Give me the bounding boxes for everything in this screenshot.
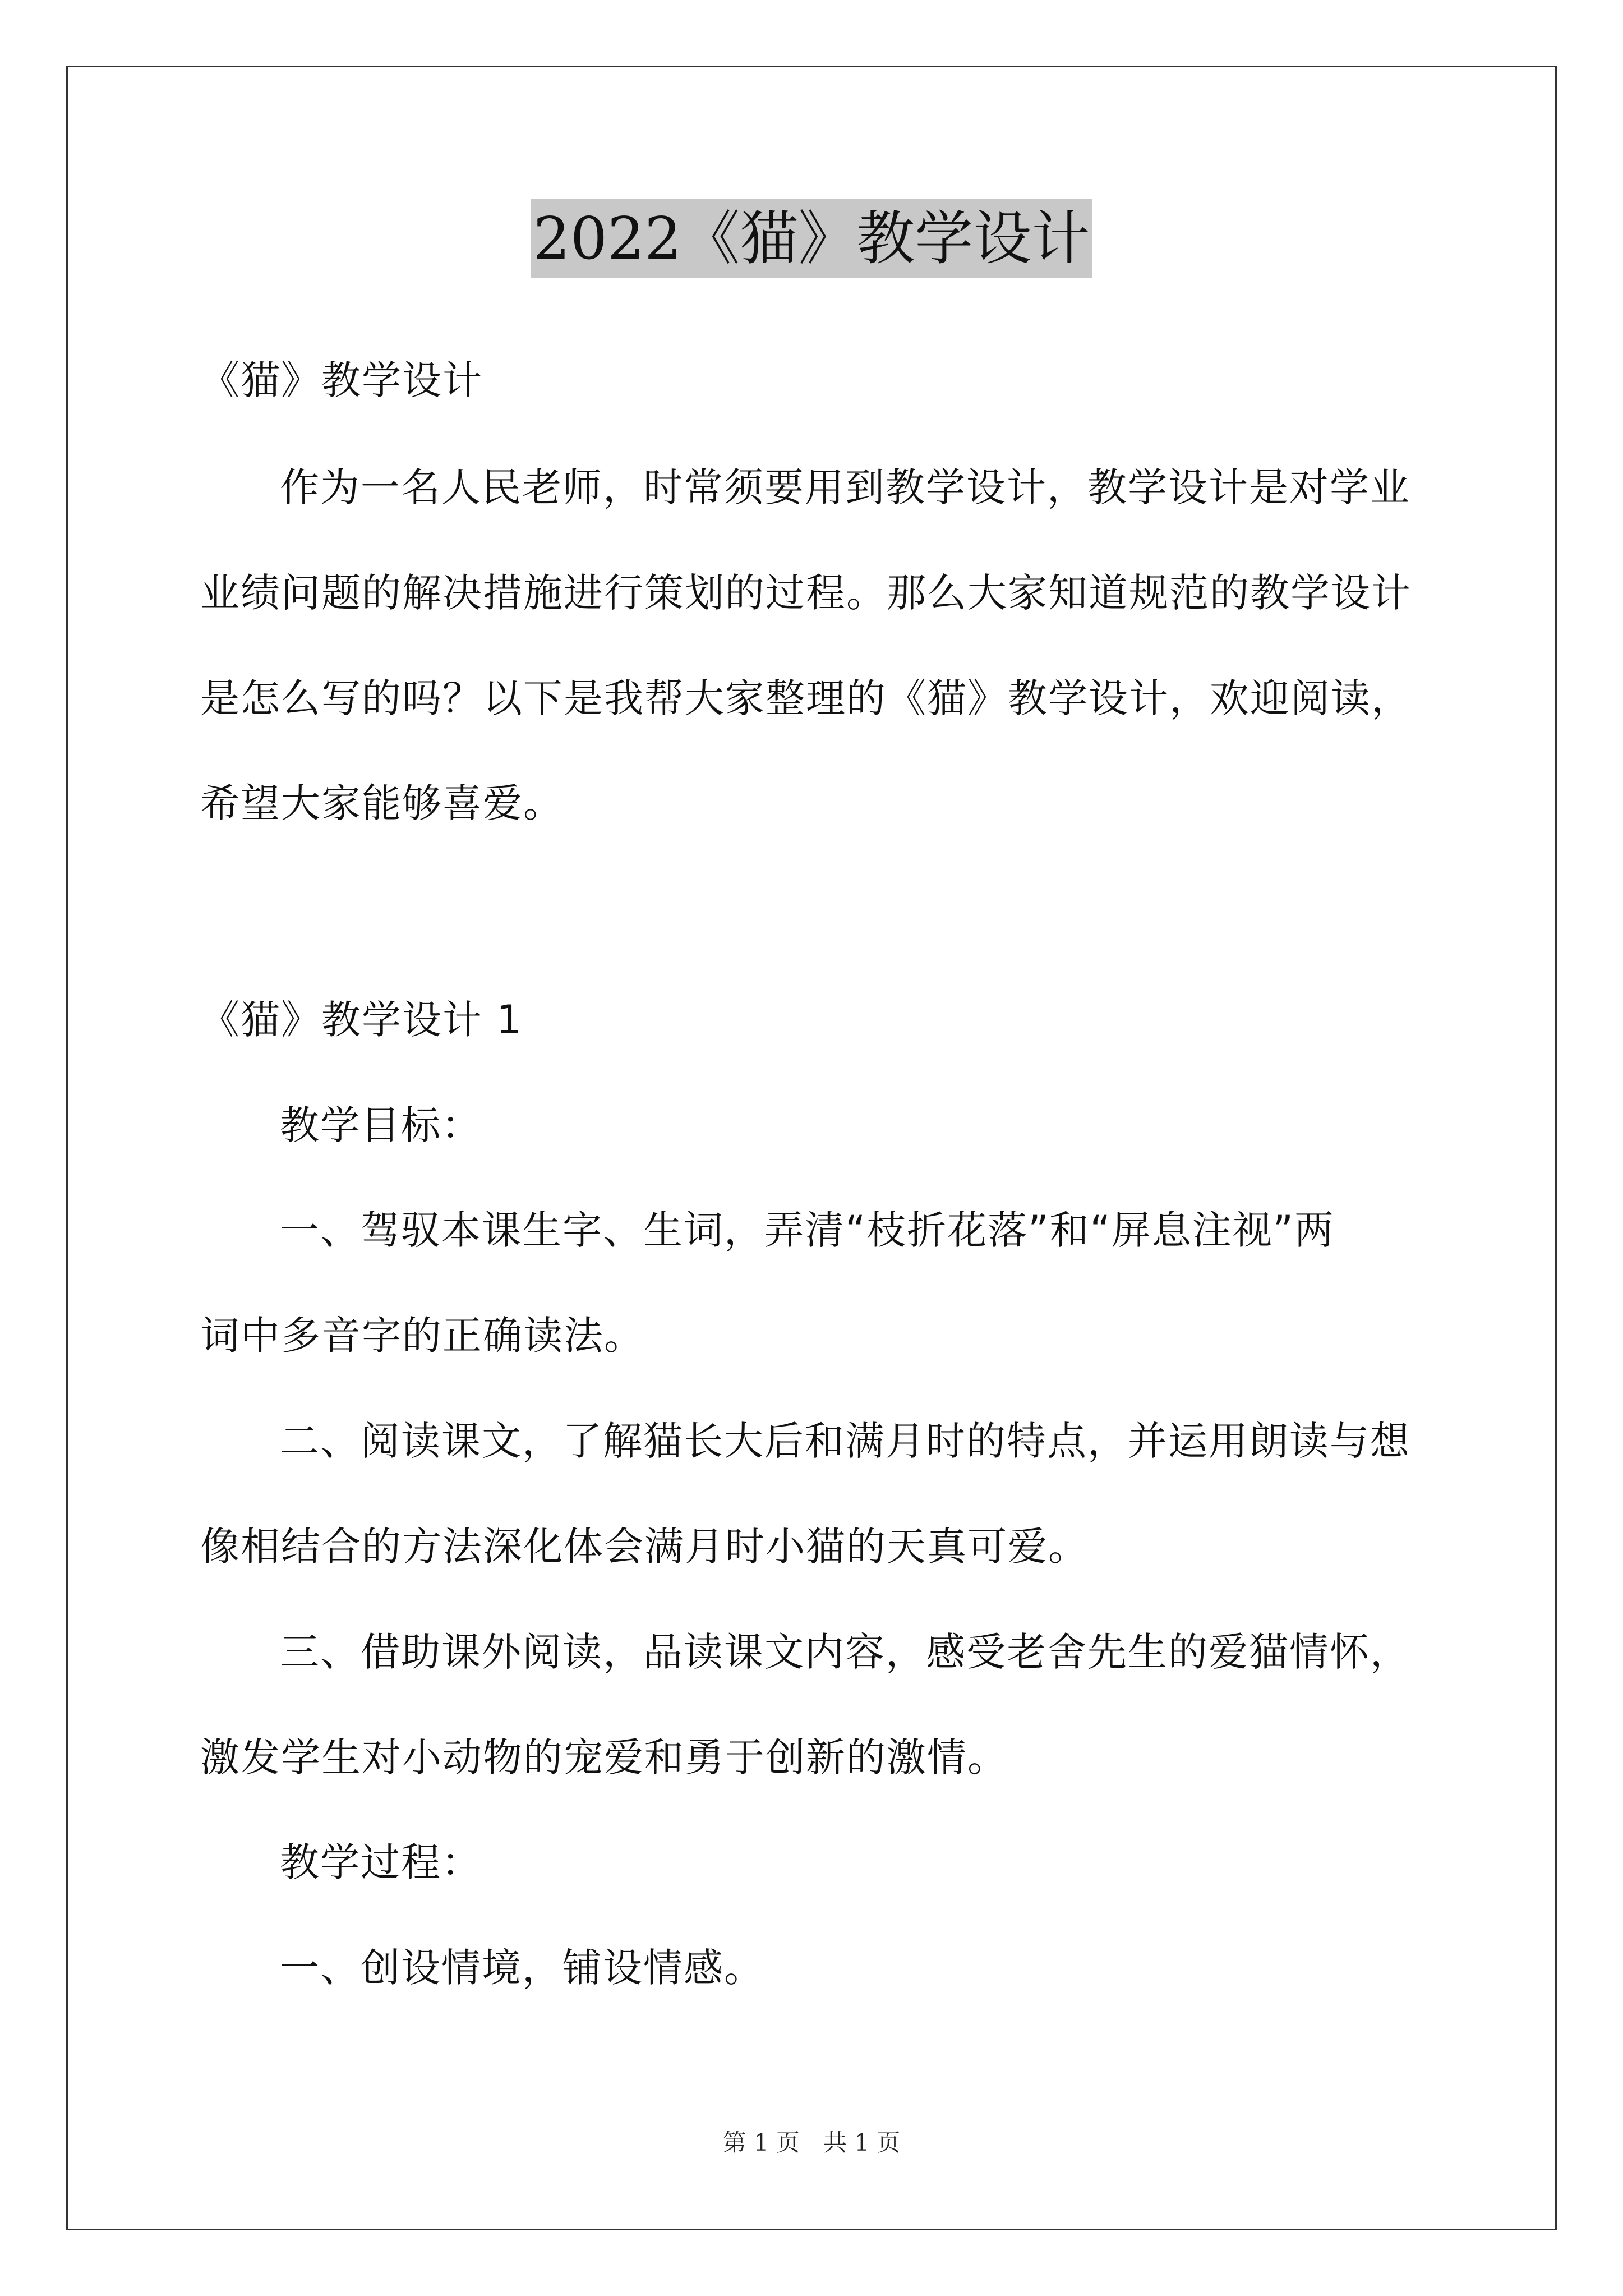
title-container (0, 199, 1623, 278)
process-step: 一、创设情境，铺设情感。 (280, 1945, 764, 1991)
document-subtitle: 《猫》教学设计 (200, 357, 483, 403)
goal-line: 二、阅读课文，了解猫长大后和满月时的特点，并运用朗读与想 (280, 1418, 1410, 1464)
goal-line: 三、借助课外阅读，品读课文内容，感受老舍先生的爱猫情怀， (280, 1629, 1410, 1675)
goal-line: 像相结合的方法深化体会满月时小猫的天真可爱。 (200, 1524, 1089, 1570)
goal-line: 词中多音字的正确读法。 (200, 1313, 644, 1359)
intro-line: 是怎么写的吗？以下是我帮大家整理的《猫》教学设计，欢迎阅读， (200, 675, 1412, 721)
document-title: 2022《猫》教学设计 (531, 199, 1092, 278)
goal-line: 一、驾驭本课生字、生词，弄清“枝折花落”和“屏息注视”两 (280, 1207, 1335, 1253)
process-heading: 教学过程： (280, 1839, 482, 1885)
intro-line: 希望大家能够喜爱。 (200, 780, 564, 826)
intro-line: 作为一名人民老师，时常须要用到教学设计，教学设计是对学业 (280, 464, 1410, 510)
page-footer: 第 1 页 共 1 页 (722, 2129, 901, 2156)
goals-heading: 教学目标： (280, 1102, 482, 1148)
intro-line: 业绩问题的解决措施进行策划的过程。那么大家知道规范的教学设计 (200, 570, 1412, 616)
goal-line: 激发学生对小动物的宠爱和勇于创新的激情。 (200, 1734, 1008, 1780)
section-heading: 《猫》教学设计 1 (200, 997, 523, 1043)
